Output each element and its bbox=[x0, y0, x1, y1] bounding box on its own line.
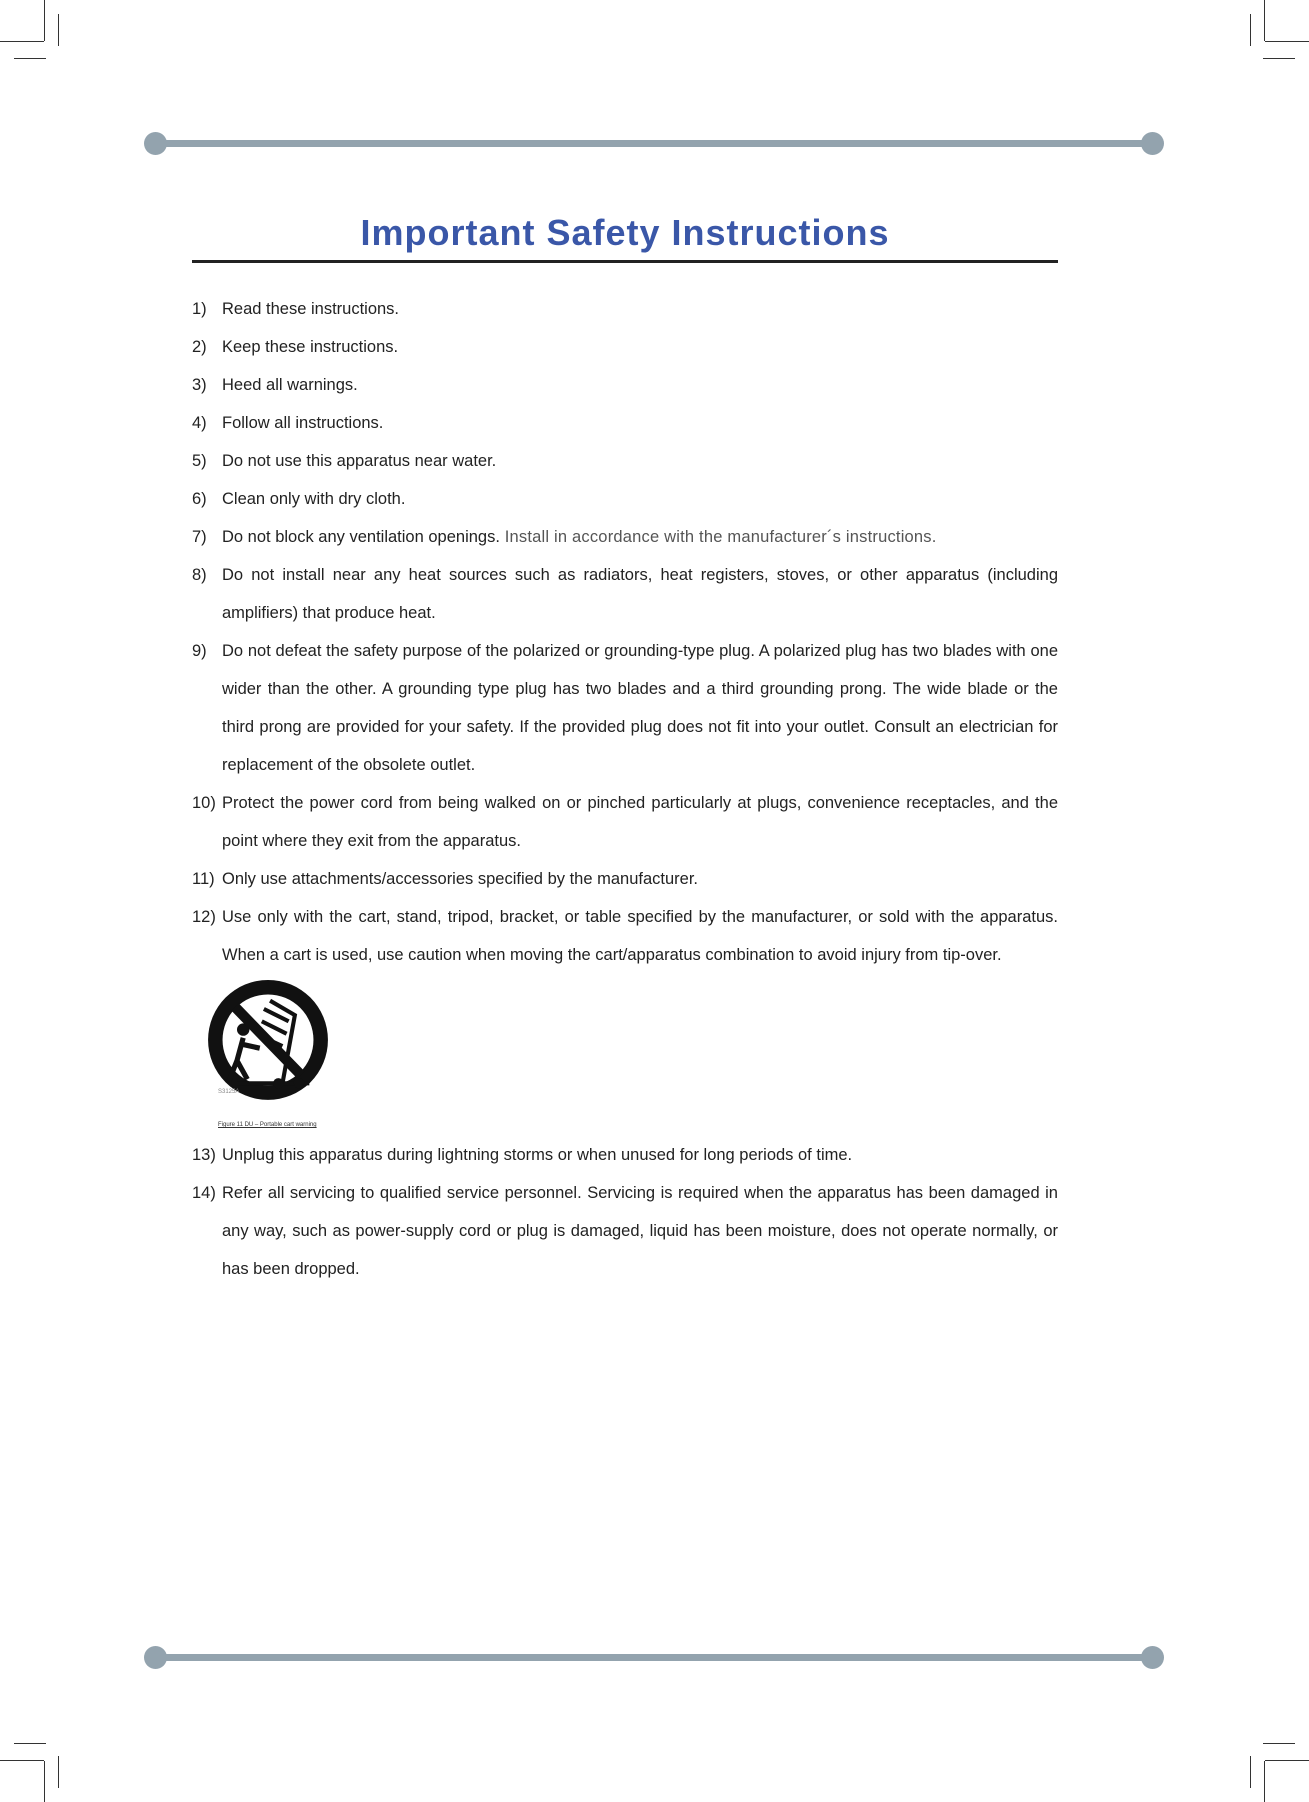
item-text-part: Do not block any ventilation openings. bbox=[222, 528, 500, 546]
top-divider bbox=[156, 140, 1152, 147]
item-number: 13) bbox=[192, 1146, 216, 1164]
crop-mark bbox=[0, 1760, 44, 1761]
item-number: 7) bbox=[192, 528, 207, 546]
crop-mark bbox=[14, 1743, 46, 1744]
list-item bbox=[192, 404, 1058, 442]
item-number: 4) bbox=[192, 414, 207, 432]
item-number: 14) bbox=[192, 1184, 216, 1202]
item-text: Refer all servicing to qualified service personnel. Servicing is required when the apparatus has been damaged in any way, such as power-supply cord or plug is damaged, liquid has been moisture, does not operate normally, or has been dropped. bbox=[222, 1184, 1058, 1278]
crop-mark bbox=[58, 14, 59, 46]
divider-endpoint bbox=[1141, 132, 1164, 155]
crop-mark bbox=[14, 58, 46, 59]
page-title: Important Safety Instructions bbox=[360, 212, 890, 253]
item-text: Keep these instructions. bbox=[222, 338, 399, 356]
crop-mark bbox=[1265, 41, 1309, 42]
divider-endpoint bbox=[1141, 1646, 1164, 1669]
item-text: Do not defeat the safety purpose of the polarized or grounding-type plug. A polarized plug has two blades with one wider than the other. A grounding type plug has two blades and a third grounding prong. The wide blade or the third prong are provided for your safety. If the provided plug does not fit into your outlet. Consult an electrician for replacement of the obsolete outlet. bbox=[222, 642, 1058, 774]
crop-mark bbox=[1265, 1760, 1309, 1761]
item-text: Protect the power cord from being walked on or pinched particularly at plugs, convenience receptacles, and the point where they exit from the apparatus. bbox=[222, 794, 1058, 850]
item-number: 3) bbox=[192, 376, 207, 394]
list-item bbox=[192, 898, 1058, 974]
title-underline bbox=[192, 260, 1058, 263]
crop-mark bbox=[0, 41, 44, 42]
crop-mark bbox=[1250, 14, 1251, 46]
item-number: 6) bbox=[192, 490, 207, 508]
crop-mark bbox=[1263, 1743, 1295, 1744]
list-item bbox=[192, 366, 1058, 404]
list-item bbox=[192, 290, 1058, 328]
item-number: 12) bbox=[192, 908, 216, 926]
item-number: 5) bbox=[192, 452, 207, 470]
item-text bbox=[222, 518, 1058, 556]
list-item bbox=[192, 480, 1058, 518]
item-text-part: Install in accordance with the manufacturer´s instructions. bbox=[499, 528, 937, 546]
item-text: Unplug this apparatus during lightning storms or when unused for long periods of time. bbox=[222, 1146, 853, 1164]
crop-mark bbox=[44, 0, 45, 41]
item-number: 1) bbox=[192, 300, 207, 318]
item-text: Only use attachments/accessories specified by the manufacturer. bbox=[222, 870, 698, 888]
figure-code: S3125A bbox=[218, 1089, 240, 1095]
divider-endpoint bbox=[144, 132, 167, 155]
item-text: Heed all warnings. bbox=[222, 376, 358, 394]
item-text: Do not install near any heat sources such as radiators, heat registers, stoves, or other apparatus (including amplifiers) that produce heat. bbox=[222, 566, 1058, 622]
instruction-list bbox=[192, 290, 1058, 1288]
list-item bbox=[192, 518, 1058, 556]
list-item bbox=[192, 556, 1058, 632]
list-item bbox=[192, 1136, 1058, 1174]
item-number: 9) bbox=[192, 642, 207, 660]
crop-mark bbox=[1264, 1761, 1265, 1802]
crop-mark bbox=[1263, 58, 1295, 59]
list-item bbox=[192, 442, 1058, 480]
crop-mark bbox=[1250, 1756, 1251, 1788]
crop-mark bbox=[1264, 0, 1265, 41]
item-text: Clean only with dry cloth. bbox=[222, 490, 406, 508]
cart-warning-figure bbox=[192, 974, 1058, 1136]
figure-caption: Figure 11 DU – Portable cart warning bbox=[218, 1122, 317, 1128]
divider-endpoint bbox=[144, 1646, 167, 1669]
item-number: 2) bbox=[192, 338, 207, 356]
item-text: Follow all instructions. bbox=[222, 414, 384, 432]
crop-mark bbox=[58, 1756, 59, 1788]
item-number: 10) bbox=[192, 794, 216, 812]
list-item bbox=[192, 860, 1058, 898]
list-item bbox=[192, 328, 1058, 366]
bottom-divider bbox=[156, 1654, 1152, 1661]
list-item bbox=[192, 784, 1058, 860]
item-text: Do not use this apparatus near water. bbox=[222, 452, 497, 470]
item-text: Use only with the cart, stand, tripod, bracket, or table specified by the manufacturer, or sold with the apparatus. When a cart is used, use caution when moving the cart/apparatus combination to avoid injury from tip-over. bbox=[222, 908, 1058, 964]
item-text: Read these instructions. bbox=[222, 300, 400, 318]
cart-tipover-warning-icon bbox=[206, 980, 330, 1104]
crop-mark bbox=[44, 1761, 45, 1802]
list-item bbox=[192, 1174, 1058, 1288]
list-item bbox=[192, 632, 1058, 784]
item-number: 8) bbox=[192, 566, 207, 584]
item-number: 11) bbox=[192, 870, 215, 888]
